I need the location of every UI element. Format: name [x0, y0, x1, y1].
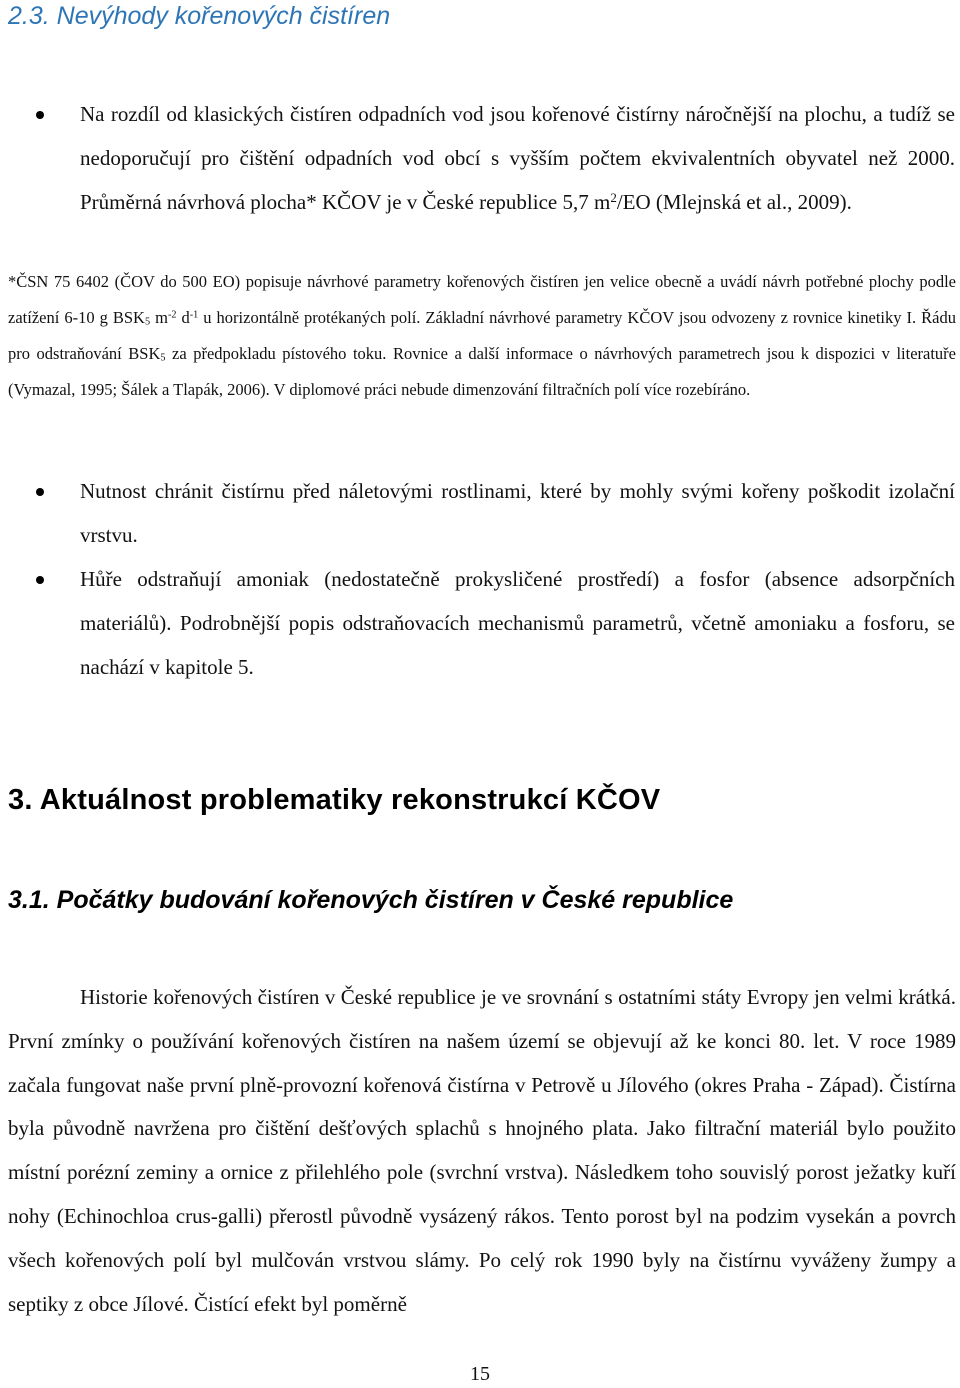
footnote-text: d: [176, 308, 190, 327]
body-paragraph: [8, 976, 956, 1326]
bullet-item-naletove-rostliny: Nutnost chránit čistírnu před náletovými rostlinami, které by mohly svými kořeny poškodit izolační vrstvu.: [80, 479, 955, 547]
superscript: -1: [189, 309, 199, 321]
footnote-text: *ČSN 75 6402 (ČOV do 500 EO) popisuje návrhové parametry kořenových čistíren jen velice obecně a uvádí návrh potřebné plochy podle zatížení 6-10 g BSK: [8, 272, 956, 327]
bullet-dot: [36, 488, 44, 496]
footnote-csn: [8, 264, 956, 408]
footnote-text: za předpokladu pístového toku. Rovnice a další informace o návrhových parametrech jsou k dispozici v literatuře (Vymazal, 1995; Šálek a Tlapák, 2006). V diplomové práci nebude dimenzování filtračních polí více rozebíráno.: [8, 344, 956, 399]
footnote-text: u horizontálně protékaných polí. Základní návrhové parametry KČOV jsou odvozeny z rovnice kinetiky I. Řádu pro odstraňování BSK: [8, 308, 957, 363]
section-heading-3: 3. Aktuálnost problematiky rekonstrukcí KČOV: [8, 784, 661, 816]
bullet-dot: [36, 111, 44, 119]
superscript: 2: [610, 189, 617, 205]
section-heading-3-1: 3.1. Počátky budování kořenových čistíren v České republice: [8, 886, 734, 914]
superscript: -2: [167, 309, 177, 321]
bullet-item-amoniak-fosfor: Hůře odstraňují amoniak (nedostatečně prokysličené prostředí) a fosfor (absence adsorpčních materiálů). Podrobnější popis odstraňovacích mechanismů parametrů, včetně amoniaku a fosforu, se nachází v kapitole 5.: [80, 567, 955, 679]
paragraph-text: Historie kořenových čistíren v České republice je ve srovnání s ostatními státy Evropy jen velmi krátká. První zmínky o používání kořenových čistíren na našem území se objevují až ke konci 80. let. V roce 1989 začala fungovat naše první plně-provozní kořenová čistírna v Petrově u Jílového (okres Praha - Západ). Čistírna byla původně navržena pro čištění dešťových splachů s hnojného plata. Jako filtrační materiál bylo použito místní porézní zeminy a ornice z přilehlého pole (svrchní vrstva). Následkem toho souvislý porost ježatky kuří nohy (Echinochloa crus-galli) přerostl původně vysázený rákos. Tento porost byl na podzim vysekán a povrch všech kořenových polí byl mulčován vrstvou slámy. Po celý rok 1990 byly na čistírnu vyváženy žumpy a septiky z obce Jílové. Čistící efekt byl poměrně: [8, 985, 956, 1316]
section-heading-2-3: 2.3. Nevýhody kořenových čistíren: [8, 2, 391, 30]
subscript: 5: [144, 316, 151, 328]
bullet-item-plocha: [80, 92, 955, 224]
bullet-text: Na rozdíl od klasických čistíren odpadních vod jsou kořenové čistírny náročnější na plochu, a tudíž se nedoporučují pro čištění odpadních vod obcí s vyšším počtem ekvivalentních obyvatel než 2000. Průměrná návrhová plocha* KČOV je v České republice 5,7 m: [80, 102, 955, 214]
bullet-dot: [36, 576, 44, 584]
footnote-text: m: [150, 308, 168, 327]
subscript: 5: [160, 352, 166, 364]
bullet-text-end: /EO (Mlejnská et al., 2009).: [616, 190, 852, 214]
page-number: 15: [470, 1363, 490, 1385]
